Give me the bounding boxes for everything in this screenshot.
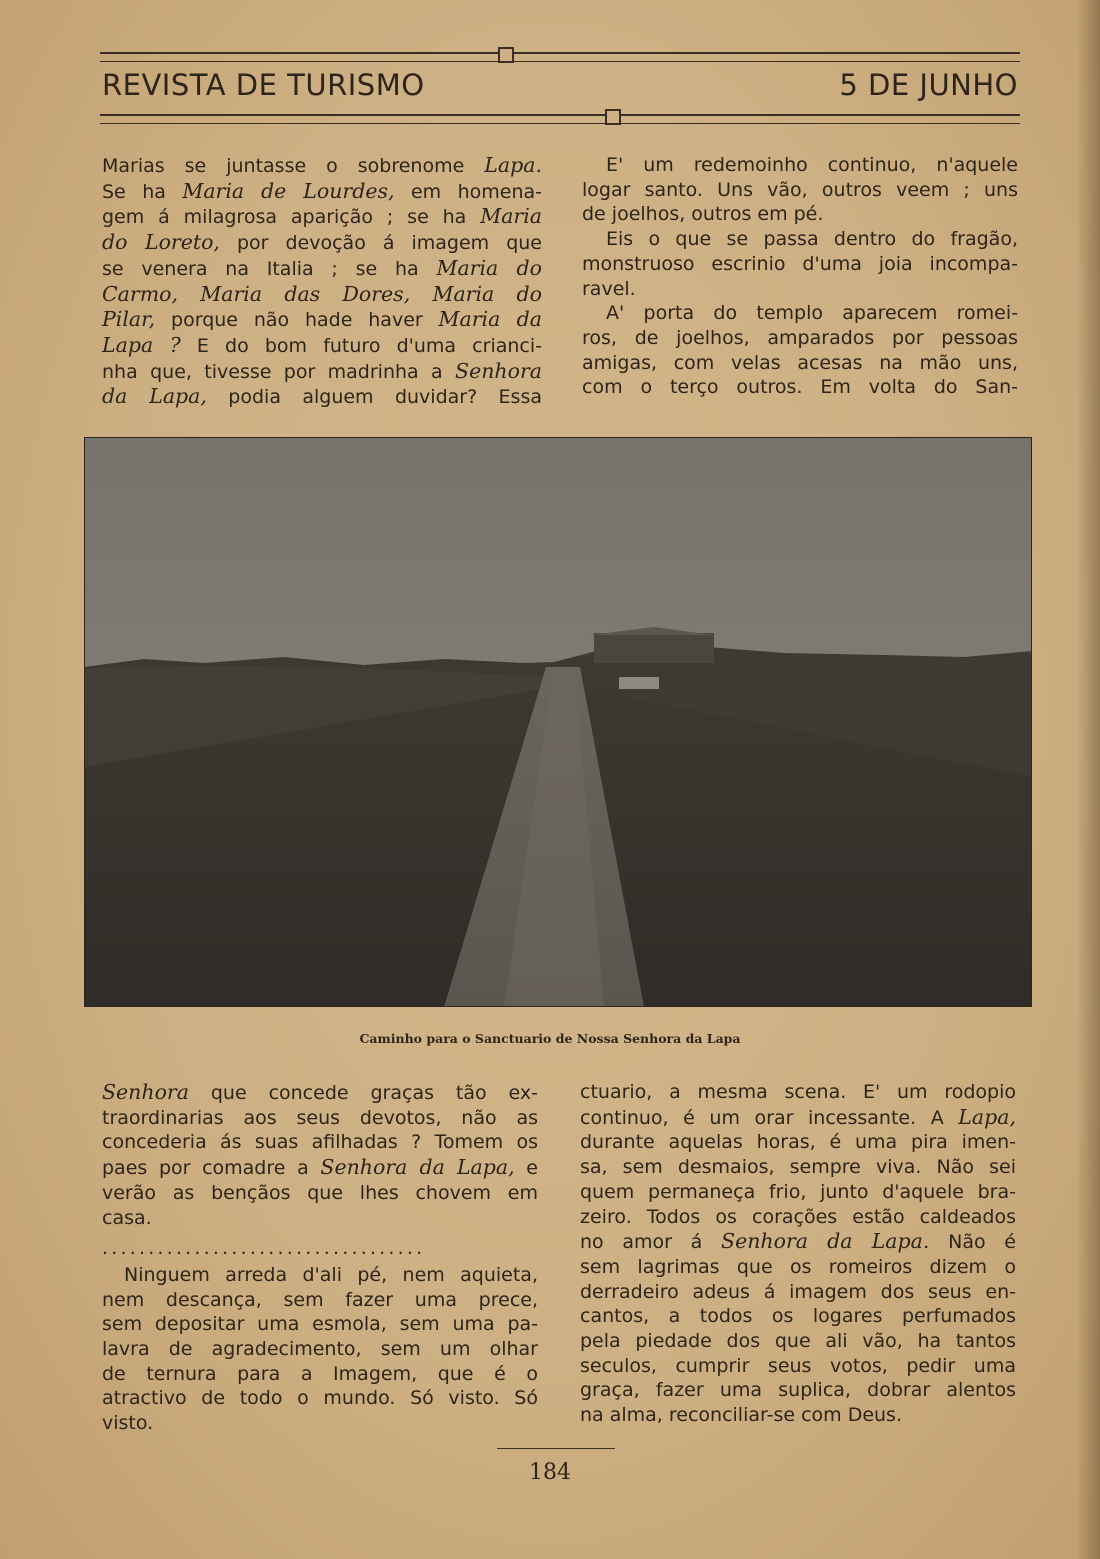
italic-run: Maria da: [438, 307, 543, 332]
text-line: ros, de joelhos, amparados por pessoas: [582, 326, 1018, 349]
magazine-title: REVISTA DE TURISMO: [102, 68, 425, 102]
text-line: [580, 1329, 1016, 1354]
text-run: concederia ás suas afilhadas ? Tomem os: [102, 1131, 538, 1154]
page-edge-shadow: [1076, 0, 1100, 1559]
text-line: [102, 333, 542, 359]
text-run: que concede graças tão ex-: [188, 1082, 538, 1104]
italic-run: Lapa,: [958, 1104, 1016, 1129]
text-line: [102, 179, 542, 205]
italic-run: Pilar,: [102, 307, 156, 332]
text-line: [580, 1354, 1016, 1379]
text-run: sem depositar uma esmola, sem uma pa-: [102, 1313, 538, 1336]
text-line: [102, 1263, 538, 1288]
text-line: [580, 1304, 1016, 1329]
text-run: Não é: [929, 1231, 1016, 1254]
text-line: [102, 282, 542, 308]
text-line: ravel.: [582, 277, 636, 300]
photo-caption: Caminho para o Sanctuario de Nossa Senhora da Lapa: [359, 1031, 741, 1046]
header-ornament-bottom: [605, 109, 621, 125]
text-line: [102, 230, 542, 256]
text-run: Ninguem arreda d'ali pé, nem aquieta,: [124, 1263, 538, 1286]
text-line: [102, 1080, 538, 1106]
text-line: [102, 1411, 538, 1436]
text-line: [580, 1130, 1016, 1155]
text-run: zeiro. Todos os corações estão caldeados: [580, 1205, 1016, 1228]
text-line: [580, 1180, 1016, 1205]
text-line: [102, 1206, 538, 1231]
text-line: [102, 204, 542, 230]
text-run: por devoção á imagem que: [219, 232, 542, 255]
italic-run: Maria do: [436, 255, 542, 280]
text-run: podia alguem duvidar? Essa: [206, 386, 542, 409]
italic-run: Senhora da Lapa.: [721, 1229, 930, 1254]
italic-run: Senhora: [102, 1080, 189, 1104]
text-run: e: [514, 1157, 538, 1180]
text-line: [102, 1337, 538, 1362]
text-line: [580, 1280, 1016, 1305]
italic-run: Senhora da Lapa,: [320, 1155, 515, 1180]
text-run: casa.: [102, 1206, 152, 1229]
text-run: no amor á: [580, 1231, 722, 1254]
text-run: ...................................: [102, 1237, 426, 1260]
column-right-bottom: [580, 1080, 1016, 1428]
column-left-top: [102, 153, 542, 410]
text-line: [102, 307, 542, 333]
header-rule-top: [100, 52, 1020, 62]
text-line: [580, 1105, 1016, 1131]
text-line: Eis o que se passa dentro do fragão,: [606, 228, 1018, 251]
road-landscape-image: [84, 437, 1032, 1007]
text-line: [580, 1378, 1016, 1403]
text-run: na alma, reconciliar-se com Deus.: [580, 1404, 902, 1427]
text-run: continuo, é um orar incessante. A: [580, 1106, 959, 1129]
text-line: [102, 1312, 538, 1337]
text-line: [102, 1155, 538, 1181]
text-run: durante aquelas horas, é uma pira imen-: [580, 1131, 1016, 1154]
text-line: [102, 153, 542, 179]
italic-run: do Loreto,: [102, 230, 220, 255]
text-run: nha que, tivesse por madrinha a: [102, 360, 456, 383]
text-run: Marias se juntasse o sobrenome: [102, 155, 485, 177]
text-line: [102, 1106, 538, 1131]
text-line: [102, 1236, 538, 1261]
text-run: quem permaneça frio, junto d'aquele bra-: [580, 1180, 1016, 1203]
text-run: sa, sem desmaios, sempre viva. Não sei: [580, 1156, 1016, 1179]
text-run: se venera na Italia ; se ha: [102, 257, 437, 280]
text-run: paes por comadre a: [102, 1157, 321, 1180]
text-run: lavra de agradecimento, sem um olhar: [102, 1338, 538, 1361]
italic-run: Lapa ?: [102, 332, 181, 357]
text-line: de joelhos, outros em pé.: [582, 203, 824, 226]
text-line: [580, 1155, 1016, 1180]
text-run: de ternura para a Imagem, que é o: [102, 1362, 538, 1385]
text-line: logar santo. Uns vão, outros veem ; uns: [582, 178, 1018, 201]
text-run: traordinarias aos seus devotos, não as: [102, 1106, 538, 1129]
text-line: monstruoso escrinio d'uma joia incompa-: [582, 252, 1018, 275]
text-run: sem lagrimas que os romeiros dizem o: [580, 1255, 1016, 1278]
text-run: nem descança, sem fazer uma prece,: [102, 1288, 538, 1311]
text-run: atractivo de todo o mundo. Só visto. Só: [102, 1387, 538, 1410]
text-line: [102, 256, 542, 282]
text-run: visto.: [102, 1412, 154, 1435]
photo-road-to-sanctuary: [84, 437, 1032, 1007]
italic-run: Maria de Lourdes,: [182, 178, 395, 203]
text-run: Se ha: [102, 180, 183, 203]
text-run: pela piedade dos que ali vão, ha tantos: [580, 1330, 1016, 1353]
italic-run: Maria: [480, 204, 542, 229]
column-right-top: [582, 153, 1018, 400]
italic-run: Lapa.: [484, 153, 542, 177]
text-run: verão as bençãos que lhes chovem em: [102, 1181, 538, 1204]
text-line: amigas, com velas acesas na mão uns,: [582, 351, 1018, 374]
issue-date: 5 DE JUNHO: [839, 68, 1018, 102]
header-ornament-top: [498, 47, 514, 63]
text-line: E' um redemoinho continuo, n'aquele: [606, 154, 1018, 176]
text-line: [102, 359, 542, 385]
text-line: [102, 384, 542, 410]
page-number: 184: [529, 1460, 571, 1485]
text-line: [102, 1181, 538, 1206]
text-line: [580, 1205, 1016, 1230]
text-line: A' porta do templo aparecem romei-: [606, 302, 1018, 325]
italic-run: Senhora: [455, 358, 542, 383]
text-line: [580, 1080, 1016, 1105]
text-line: [102, 1288, 538, 1313]
text-run: seculos, cumprir seus votos, pedir uma: [580, 1354, 1016, 1377]
header-rule-bottom: [100, 114, 1020, 124]
text-run: ctuario, a mesma scena. E' um rodopio: [580, 1081, 1016, 1103]
text-run: gem á milagrosa aparição ; se ha: [102, 206, 481, 229]
text-line: com o terço outros. Em volta do San-: [582, 376, 1018, 399]
column-left-bottom: [102, 1080, 538, 1436]
text-run: em homena-: [394, 180, 543, 203]
text-line: [102, 1130, 538, 1155]
text-line: [580, 1403, 1016, 1428]
text-run: graça, fazer uma suplica, dobrar alentos: [580, 1379, 1016, 1402]
text-run: porque não hade haver: [155, 309, 439, 332]
text-line: [102, 1386, 538, 1411]
text-line: [580, 1229, 1016, 1255]
text-run: E do bom futuro d'uma crianci-: [180, 334, 542, 357]
text-run: derradeiro adeus á imagem dos seus en-: [580, 1280, 1016, 1303]
footer-rule: [497, 1448, 615, 1449]
italic-run: da Lapa,: [102, 384, 207, 409]
text-line: [102, 1362, 538, 1387]
italic-run: Carmo, Maria das Dores, Maria do: [102, 281, 542, 306]
text-line: [580, 1255, 1016, 1280]
text-run: cantos, a todos os logares perfumados: [580, 1305, 1016, 1328]
